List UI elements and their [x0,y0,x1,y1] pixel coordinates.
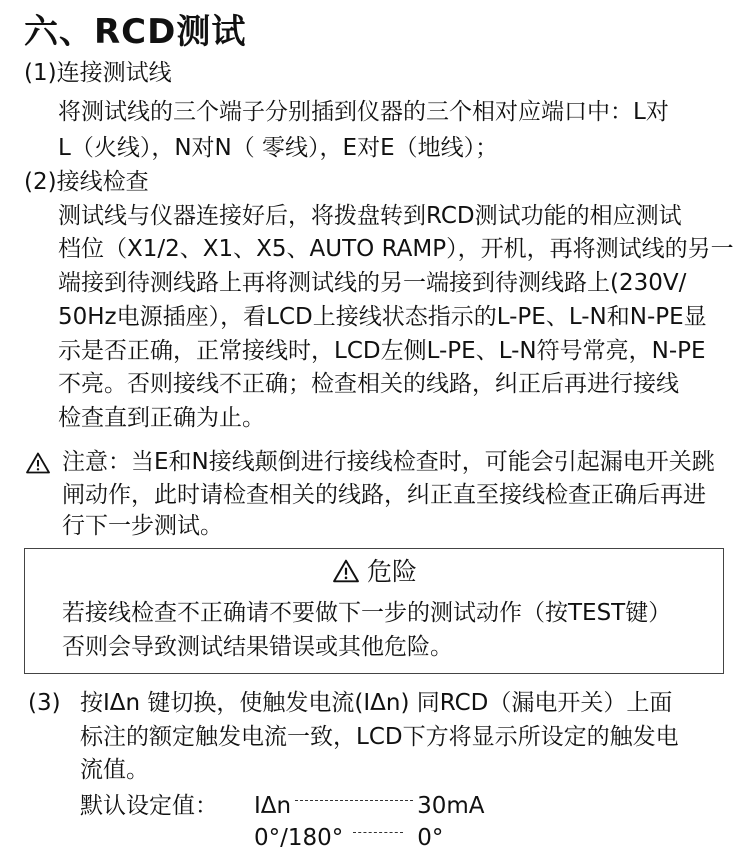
step2-line-1: 测试线与仪器连接好后，将拨盘转到RCD测试功能的相应测试 [58,203,682,229]
danger-title: 危险 [366,557,417,586]
default-current-label: IΔn [254,793,292,819]
step1-heading: (1)连接测试线 [24,60,172,86]
step1-line-1: 将测试线的三个端子分别插到仪器的三个相对应端口中：L对 [58,99,669,125]
warning-triangle-icon [26,452,50,474]
default-phase-row [254,823,443,853]
leader-dashes [353,832,403,833]
danger-line-2: 否则会导致测试结果错误或其他危险。 [62,634,453,660]
step2-line-5: 示是否正确，正常接线时，LCD左侧L-PE、L-N符号常亮，N-PE [58,338,706,364]
step3-number: (3) [28,690,61,716]
danger-warning-icon [333,559,359,583]
step1-line-2: L（火线），N对N（ 零线），E对E（地线）； [58,135,499,161]
note-line-1: 注意：当E和N接线颠倒进行接线检查时，可能会引起漏电开关跳 [62,449,715,475]
step2-line-4: 50Hz电源插座），看LCD上接线状态指示的L-PE、L-N和N-PE显 [58,304,707,330]
danger-heading [0,556,750,588]
step2-line-3: 端接到待测线路上再将测试线的另一端接到待测线路上(230V/ [58,270,687,296]
step2-line-7: 检查直到正确为止。 [58,405,265,431]
note-line-3: 行下一步测试。 [62,513,223,539]
section-title: 六、RCD测试 [24,12,247,52]
default-current-row [254,791,485,821]
danger-line-1: 若接线检查不正确请不要做下一步的测试动作（按TEST键） [62,600,672,626]
step3-line-1: 按IΔn 键切换，使触发电流(IΔn) 同RCD（漏电开关）上面 [80,690,673,716]
step2-heading: (2)接线检查 [24,169,149,195]
step2-line-6: 不亮。否则接线不正确；检查相关的线路，纠正后再进行接线 [58,371,679,397]
leader-dashes [295,800,413,801]
note-line-2: 闸动作，此时请检查相关的线路，纠正直至接线检查正确后再进 [62,482,706,508]
default-phase-value: 0° [417,825,444,851]
default-phase-label: 0°/180° [254,825,344,851]
step3-line-2: 标注的额定触发电流一致，LCD下方将显示所设定的触发电 [80,724,679,750]
defaults-label: 默认设定值： [80,793,218,819]
step3-line-3: 流值。 [80,757,149,783]
default-current-value: 30mA [417,793,485,819]
step2-line-2: 档位（X1/2、X1、X5、AUTO RAMP），开机，再将测试线的另一 [58,236,734,262]
